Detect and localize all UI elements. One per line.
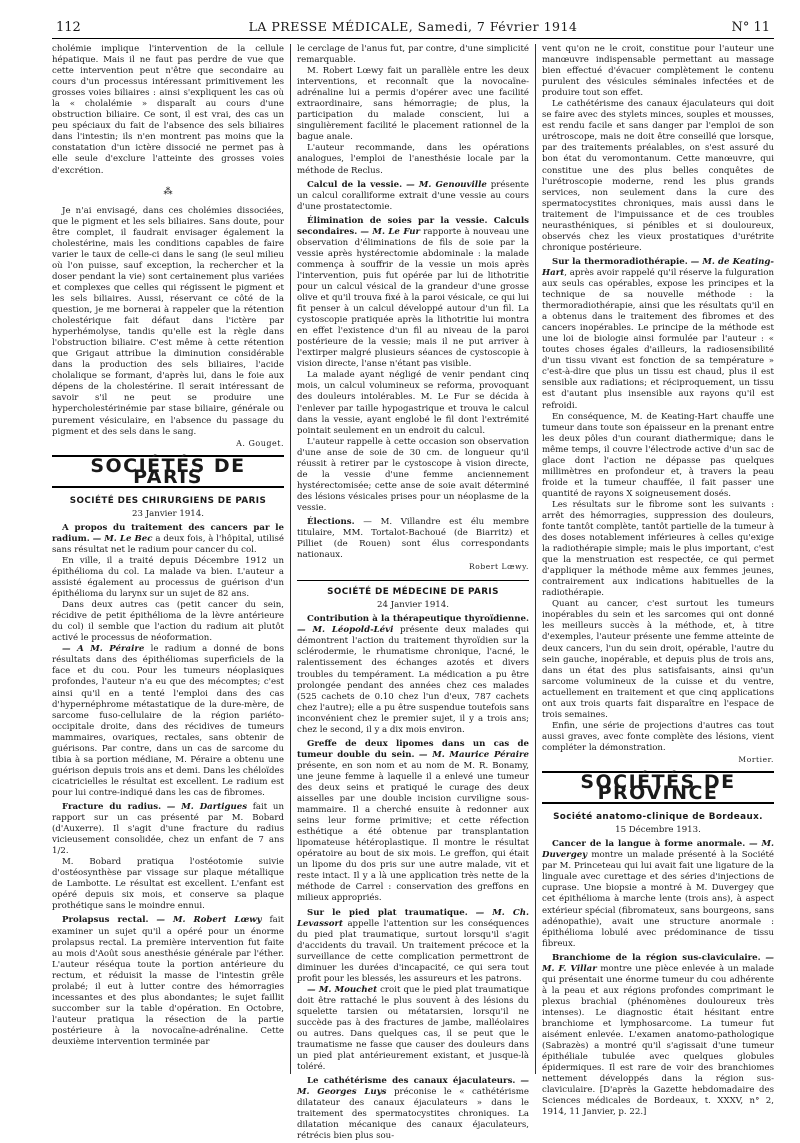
article-text: rapporte à nouveau une observation d'éliminations de fils de soie par la vessie après hystérectomie abdominale : la malade commença à souffrir de la vessie un mois après l'intervention, puis fut opérée par lui de lithotritie pour un calcul vésical de la grandeur d'une grosse olive et qu'il trouva fixé à la paroi vésicale, ce qui lui fit penser à un calcul développé autour d'un fil. La cystoscopie pratiquée après la lithotritie lui montra en effet l'existence d'un fil au niveau de la paroi postérieure de la vessie; mais il ne put arriver à l'extirper malgré plusieurs séances de cystoscopie à vision directe, l'anse n'étant pas visible. xyxy=(297,226,530,370)
paragraph xyxy=(297,985,529,1073)
article-text: appelle l'attention sur les conséquences du pied plat traumatique, surtout lorsqu'il s'agit d'accidents du travail. Un traitement précoce et la surveillance de cette complication permettront de diminuer les durées d'incapacité, ce qui sera tout profit pour les blessés, les assureurs et les patrons. xyxy=(297,918,529,984)
article xyxy=(297,739,529,905)
article-title: Prolapsus rectal. xyxy=(62,915,149,926)
session-date: 15 Décembre 1913. xyxy=(615,825,701,836)
newspaper-page xyxy=(52,8,775,1142)
column-rule xyxy=(535,44,536,1074)
article xyxy=(52,915,284,1048)
page-number: 112 xyxy=(56,20,81,35)
signature: Robert Lœwy. xyxy=(468,562,529,572)
article-text: fait examiner un sujet qu'il a opéré pour un énorme prolapsus rectal. La première intervention fut faite au mois d'Août sous anesthésie générale par l'éther. L'auteur réséqua toute la portion antérieure du rectum, et réduisit la masse de l'intestin grêle prolabé; il eut à lutter contre des hémorragies incessantes et des plus abondantes; le sujet faillit succomber sur la table d'opération. En Octobre, l'auteur pratiqua la résection de la partie postérieure à la novocaïne-adrénaline. Cette deuxième intervention terminée par xyxy=(52,915,284,1047)
paragraph xyxy=(52,644,284,799)
paragraph: Je n'ai envisagé, dans ces cholémies dissociées, que le pigment et les sels biliaires. Sans doute, pour être complet, il faudrait envisager également la cholestérine, mais les conditions capables de faire varier le taux de celle-ci dans le sang (le seul milieu où l'on puisse, sauf exception, la rechercher et la doser pendant la vie) sont certainement plus variées et complexes que celles qui régissent le pigment et les sels biliaires. Aussi, réservant ce côté de la question, je me bornerai à rappeler que la rétention cholestérique fait défaut dans l'ictère par hyperhémolyse, tandis qu'elle est la règle dans l'obstruction biliaire. C'est même à cette rétention que Grigaut attribue la diminution considérable dans la production des sels biliaires, l'acide cholalique se formant, d'après lui, dans le foie aux dépens de la cholestérine. Il serait intéressant de savoir s'il ne peut se produire une hypercholestérinémie par stase biliaire, générale ou purement vésiculaire, en l'absence du passage du pigment et des sels dans le sang. xyxy=(52,205,284,437)
article-title: Sur la thermoradiothérapie. xyxy=(552,256,688,267)
article-title: A propos du traitement des cancers par le radium. xyxy=(52,522,284,544)
author: — M. Léopold-Lévi xyxy=(297,625,394,636)
session-date: 24 Janvier 1914. xyxy=(377,600,449,611)
article xyxy=(297,517,529,561)
article-text: le radium a donné de bons résultats dans des épithéliomas superficiels de la face et du cou. Pour les tumeurs néoplasiques profondes, l'auteur n'a eu que des mécomptes; c'est ainsi qu'il en a tenté l'emploi dans des cas d'hypernéphrome métastatique de la dure-mère, de sarcome fuso-cellulaire de la région pariéto-occipitale droite, dans des récidives de tumeurs mammaires, ovariques, rectales, sans obtenir de guérisons. Par contre, dans un cas de sarcome du tibia à sa portion médiane, M. Péraire a obtenu une guérison depuis trois ans et demi. Dans les chéloïdes cicatricielles le résultat est excellent. Le radium est pour lui contre-indiqué dans les cas de fibromes. xyxy=(52,644,284,798)
article-text: croit que le pied plat traumatique doit être rattaché le plus souvent à des lésions du squelette tarsien ou métatarsien, lorsqu'il ne succède pas à des fractures de jambe, malléolaires ou autres. Dans quelques cas, il se peut que le traumatisme ne fasse que causer des douleurs dans un pied plat antérieurement existant, et jusque-là toléré. xyxy=(297,984,529,1073)
author: — M. Mouchet xyxy=(307,984,378,995)
article-title: Le cathétérisme des canaux éjaculateurs. xyxy=(307,1076,516,1087)
article-title: Fracture du radius. xyxy=(62,802,162,812)
article-text: présente, en son nom et au nom de M. R. Bonamy, une jeune femme à laquelle il a enlevé une tumeur des deux seins et pratiqué le curage des deux aisselles par une double incision curviligne sous-mammaire. Il a cherché ensuite à redonner aux seins leur forme primitive; et cette réfection esthétique a été obtenue par transplantation lipomateuse hétéroplastique. Il montre le résultat opératoire au bout de six mois. Le greffon, qui était un lipome du dos pris sur une autre malade, vit et reste intact. Il y a là une application très nette de la méthode de Carrel : conservation des greffons en milieux appropriés. xyxy=(297,760,529,904)
article-text: montre un malade présenté à la Société par M. Princeteau qui lui avait fait une ligature de la linguale avec curettage et des séries d'injections de cuprase. Une biopsie a montré à M. Duvergey que cet épithélioma à marche lente (trois ans), à aspect extérieur spécial (fibromateux, sans bourgeons, sans adénopathie), avait une structure anormale : épithélioma lobulé avec prédominance de tissu fibreux. xyxy=(542,850,774,949)
article-text: présente deux malades qui démontrent l'action du traitement thyroïdien sur la sclérodermie, le rhumatisme chronique, l'acné, le ralentissement des échanges azotés et divers troubles du tempérament. La médication a pu être prolongée pendant des années chez ces malades (525 cachets de 0.10 chez l'un d'eux, 787 cachets chez l'autre); elle a pu être suspendue toutefois sans inconvénient chez le premier sujet, il y a trois ans; chez le second, il y a dix mois environ. xyxy=(297,625,529,735)
author: — A M. Péraire xyxy=(62,644,145,655)
page-header xyxy=(52,18,774,39)
signature: A. Gouget. xyxy=(236,438,284,448)
author: — M. Duvergey xyxy=(542,839,775,861)
article xyxy=(297,614,529,736)
article-text: a deux fois, à l'hôpital, utilisé sans résultat net le radium pour cancer du col. xyxy=(52,533,284,555)
paragraph: M. Robert Lœwy fait un parallèle entre les deux interventions, et reconnaît que la novocaïne-adrénaline lui a permis d'opérer avec une facilité extraordinaire, sans hémorragie; de plus, la participation du malade conscient, lui a singulièrement facilité le placement rationnel de la bague anale. xyxy=(297,66,529,143)
article-title: Élections. xyxy=(307,516,355,527)
article-title: Élimination de soies par la vessie. Calculs secondaires. xyxy=(297,215,529,237)
author: — M. Georges Luys xyxy=(297,1076,530,1098)
article-title: Sur le pied plat traumatique. xyxy=(307,907,468,918)
paragraph: L'auteur rappelle à cette occasion son observation d'une anse de soie de 30 cm. de longueur qu'il réussit à retirer par le cystoscope à vision directe, de la vessie d'une femme anciennement hystérectomisée; cette anse de soie avait déterminé des lésions vésicales prises pour un néoplasme de la vessie. xyxy=(297,436,529,513)
author: — M. Le Bec xyxy=(92,533,153,544)
author: — M. Le Fur xyxy=(360,226,421,237)
paragraph: vent qu'on ne le croit, constitue pour l'auteur une manœuvre indispensable permettant au massage bien effectué d'évacuer complètement le contenu purulent des vésicules séminales infectées et de produire tout son effet. xyxy=(542,44,774,99)
author: — M. de Keating-Hart xyxy=(542,256,775,278)
paragraph: le cerclage de l'anus fut, par contre, d'une simplicité remarquable. xyxy=(297,44,529,66)
paragraph: cholémie implique l'intervention de la cellule hépatique. Mais il ne faut pas perdre de vue que cette intervention peut n'être que secondaire au cours d'un processus intéressant primitivement les grosses voies biliaires : ainsi s'expliquent les cas où la « cholalémie » disparaît au cours d'une obstruction biliaire. Ce sont, il est vrai, des cas un peu spéciaux du fait de l'absence des sels biliaires dans l'intestin; ils n'en montrent pas moins que la constatation d'un ictère dissocié ne permet pas à elle seule d'exclure l'atteinte des grosses voies d'excrétion. xyxy=(52,44,284,176)
paragraph: En ville, il a traité depuis Décembre 1912 un épithélioma du col. La malade va bien. L'auteur a assisté également au processus de guérison d'un épithélioma du larynx sur un sujet de 82 ans. xyxy=(52,555,284,600)
article xyxy=(297,1076,529,1142)
article-title: Cancer de la langue à forme anormale. xyxy=(552,839,746,850)
article-text: montre une pièce enlevée à un malade qui présentait une énorme tumeur du cou adhérente à la peau et aux régions profondes comprimant le plexus brachial (phénomènes douloureux très intenses). Le diagnostic était hésitant entre branchiome et lymphosarcome. La tumeur fut aisément enlevée. L'examen anatomo-pathologique (Sabrazès) a montré qu'il s'agissait d'une tumeur épithéliale tubulée avec quelques globules épidermiques. Il est rare de voir des branchiomes nettement développés dans la région sus-claviculaire. [D'après la Gazette hebdomadaire des Sciences médicales de Bordeaux, t. XXXV, n° 2, 1914, 11 Janvier, p. 22.] xyxy=(542,963,774,1118)
session-date: 23 Janvier 1914. xyxy=(132,508,204,519)
article xyxy=(297,180,529,213)
paragraph: M. Bobard pratiqua l'ostéotomie suivie d'ostéosynthèse par vissage sur plaque métallique de Lambotte. Le résultat est excellent. L'enfant est opéré depuis six mois, et conserve sa plaque prothétique sans le moindre ennui. xyxy=(52,857,284,912)
author: — M. Maurice Péraire xyxy=(418,749,530,760)
article-text: préconise le « cathétérisme dilatateur des canaux éjaculateurs » dans le traitement des spermatocystites chroniques. La dilatation mécanique des canaux éjaculateurs, rétrécis bien plus sou- xyxy=(297,1087,529,1142)
article xyxy=(542,953,774,1119)
column-left xyxy=(52,44,284,1074)
asterism: ⁂ xyxy=(163,186,173,197)
columns xyxy=(52,44,775,1142)
paragraph: Quant au cancer, c'est surtout les tumeurs inopérables du sein et les sarcomes qui ont donné les meilleurs succès à la méthode, et, à titre d'exemples, l'auteur présente une femme atteinte de deux cancers, l'un du sein droit, opérable, l'autre du sein gauche, inopérable, et depuis plus de trois ans, dans un état des plus satisfaisants, ainsi qu'un sarcome volumineux de la cuisse et du ventre, actuellement en traitement et que cinq applications ont aux trois quarts fait disparaître en l'espace de trois semaines. xyxy=(542,599,774,720)
paragraph: En conséquence, M. de Keating-Hart chauffe une tumeur dans toute son épaisseur en la prenant entre les deux pôles d'un courant diathermique; dans le même temps, il couvre l'électrode active d'un sac de glace dont l'action ne dépasse pas quelques millimètres en profondeur et, à travers la peau froide et la tumeur chauffée, il fait passer une quantité de rayons X soigneusement dosés. xyxy=(542,411,774,499)
paragraph: Les résultats sur le fibrome sont les suivants : arrêt des hémorragies, suppression des douleurs, fonte tantôt complète, tantôt partielle de la tumeur à des doses notablement inférieures à celles qu'exige la radiothérapie simple; mais le plus important, c'est que la menstruation est respectée, ce qui permet d'appliquer la méthode même aux femmes jeunes, contrairement aux indications habituelles de la radiothérapie. xyxy=(542,499,774,599)
issue-number: N° 11 xyxy=(731,20,770,35)
article-title: Contribution à la thérapeutique thyroïdienne. xyxy=(307,614,529,625)
article xyxy=(542,839,774,949)
article xyxy=(52,523,284,556)
society-heading: SOCIÉTÉ DES CHIRURGIENS DE PARIS xyxy=(69,495,267,506)
paragraph: L'auteur recommande, dans les opérations analogues, l'emploi de l'anesthésie locale par la méthode de Reclus. xyxy=(297,143,529,176)
paragraph: Dans deux autres cas (petit cancer du sein, récidive de petit épithélioma de la lèvre antérieure du col) il semble que l'action du radium ait plutôt activé le processus de néoformation. xyxy=(52,600,284,644)
column-middle xyxy=(297,44,530,1142)
article-title: Branchiome de la région sus-claviculaire. xyxy=(552,952,761,963)
society-heading: SOCIÉTÉ DE MÉDECINE DE PARIS xyxy=(297,580,529,598)
article-text: — M. Villandre est élu membre titulaire, MM. Tortalot-Bachoué (de Biarritz) et Pilliet (de Rouen) sont élus correspondants nationaux. xyxy=(297,516,529,561)
column-right xyxy=(542,44,775,1118)
signature: Mortier. xyxy=(738,755,774,764)
section-banner: SOCIÉTÉS DE PROVINCE xyxy=(542,771,774,804)
article xyxy=(542,257,774,412)
article-text: présente un calcul coralliforme extrait d'une vessie au cours d'une prostatectomie. xyxy=(297,179,529,212)
society-heading: Société anatomo-clinique de Bordeaux. xyxy=(553,812,763,823)
article xyxy=(297,908,529,985)
column-rule xyxy=(290,44,291,1074)
article xyxy=(297,216,529,371)
section-banner: SOCIÉTÉS DE PARIS xyxy=(52,455,284,488)
author: — M. F. Villar xyxy=(542,952,774,974)
article-text: fait un rapport sur un cas présenté par M. Bobard (d'Auxerre). Il s'agit d'une fracture du radius vicieusement consolidée, chez un enfant de 7 ans 1/2. xyxy=(52,802,285,857)
paragraph: La malade ayant négligé de venir pendant cinq mois, un calcul volumineux se reforma, provoquant des douleurs intolérables. M. Le Fur se décida à l'enlever par taille hypogastrique et trouva le calcul dans la vessie, ayant englobé le fil dont l'extrémité pointait seulement en un endroit du calcul. xyxy=(297,370,529,436)
author: — M. Ch. Levassort xyxy=(297,907,530,929)
author: — M. Genouville xyxy=(406,179,487,190)
article-title: Calcul de la vessie. xyxy=(307,179,403,190)
author: — M. Robert Lœwy xyxy=(156,915,262,926)
article xyxy=(52,802,284,857)
paragraph: Enfin, une série de projections d'autres cas tout aussi graves, avec fonte complète des lésions, vient compléter la démonstration. xyxy=(542,720,774,753)
article-title: Greffe de deux lipomes dans un cas de tumeur double du sein. xyxy=(297,738,529,760)
article-text: , après avoir rappelé qu'il réserve la fulguration aux seuls cas opérables, expose les principes et la technique de sa nouvelle méthode : la thermoradiothérapie, ainsi que les résultats qu'il en a obtenus dans le traitement des fibromes et des cancers inopérables. Le principe de la méthode est une loi de biologie ainsi formulée par l'auteur : « toutes choses égales d'ailleurs, la radiosensibilité d'un tissu vivant est fonction de sa température » c'est-à-dire que plus un tissu est chaud, plus il est sensible aux radiations; et réciproquement, un tissu est d'autant plus insensible aux rayons qu'il est refroidi. xyxy=(542,267,774,411)
paragraph: Le cathétérisme des canaux éjaculateurs qui doit se faire avec des stylets minces, souples et mousses, est rendu facile et sans danger par l'emploi de son urétroscope, mais ne doit être conseillé que lorsque, par des traitements préalables, on s'est assuré du bon état du veromontanum. Cette manœuvre, qui constitue une des plus belles conquêtes de l'urétroscopie moderne, rend les plus grands services, non seulement dans la cure des spermatocystites chroniques, mais aussi dans le traitement de l'impuissance et de ces troubles neurasthéniques, si pénibles et si douloureux, observés chez les vieux prostatiques d'urétrite chronique postérieure. xyxy=(542,99,774,253)
author: — M. Dartigues xyxy=(166,802,248,812)
journal-title: LA PRESSE MÉDICALE, Samedi, 7 Février 1914 xyxy=(248,19,578,34)
